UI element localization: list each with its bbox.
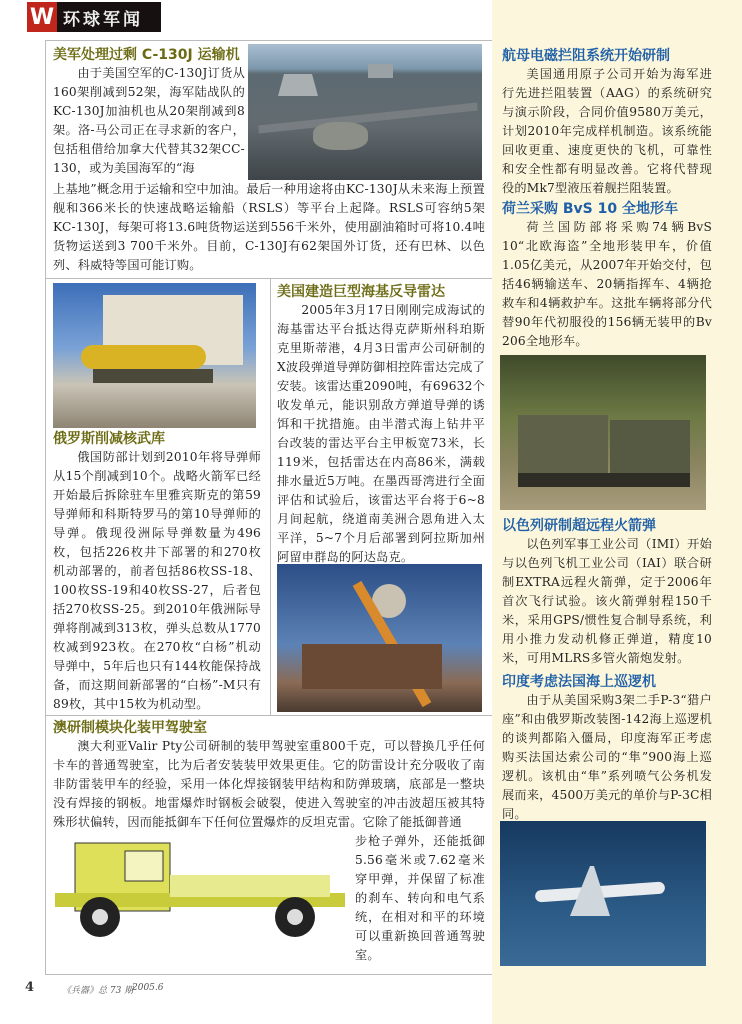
article-body-c130j-bottom: 上基地”概念用于运输和空中加油。最后一种用途将由KC-130J从未来海上预置舰和366米长的快速战略运输船（RSLS）等平台上起降。RSLS可容纳5架KC-130J，每架可将13.6吨货物运送到556千米外，使用副油箱时可将10.4吨货物运送到3 700千米外。目前，C-130J有62架国外订货，还有巴林、以色列、科威特等国可能订购。 <box>53 182 485 272</box>
article-title-bvs10: 荷兰采购 BvS 10 全地形车 <box>502 201 678 217</box>
article-title-india-patrol: 印度考虑法国海上巡逻机 <box>502 674 656 690</box>
article-title-radar: 美国建造巨型海基反导雷达 <box>277 284 445 300</box>
footer-date: 2005.6 <box>132 983 164 993</box>
footer-publication: 《兵器》总 73 期 <box>62 986 134 996</box>
article-body-bvs10: 荷兰国防部将采购74辆BvS 10“北欧海盗”全地形装甲车，价值1.05亿美元，从2007年开始交付，包括46辆输送车、20辆指挥车、4辆抢救车和4辆救护车。这批车辆将部分代替90年代初服役的156辆无装甲的Bv 206全地形车。 <box>502 220 712 348</box>
article-body-russia: 俄国防部计划到2010年将导弹师从15个削减到10个。战略火箭军已经开始最后拆除驻车里雅宾斯克的第59导弹师和科斯特罗马的第10导弹师的导弹。俄现役洲际导弹数量为496枚，包括226枚井下部署的和270枚机动部署的，前者包括86枚SS-18、100枚SS-19和40枚SS-27，后者包括270枚SS-25。到2010年俄洲际导弹将削减到313枚，弹头总数从1770枚减到923枚。在270枚“白杨”机动导弹中，5年后也只有144枚能保持战备，而这期间新部署的“白杨”-M只有89枚，其中15枚为机动型。 <box>53 450 261 711</box>
article-body-radar: 2005年3月17日刚刚完成海试的海基雷达平台抵达得克萨斯州科珀斯克里斯蒂港，4月3日雷声公司研制的X波段弹道导弹防御相控阵雷达完成了安装。该雷达重2090吨，有69632个收发单元，能识别敌方弹道导弹的诱饵和干扰措施。由半潜式海上钻井平台改装的雷达平台主甲板宽73米，长119米，包括雷达在内高86米，满载排水量近5万吨。在墨西哥湾进行全面评估和试验后，该雷达平台将于6~8月间起航，绕道南美洲合恩角进入太平洋，5~7个月后部署到阿拉斯加州阿留申群岛的阿达岛克。 <box>277 303 485 564</box>
c130j-carrier-photo <box>248 44 482 180</box>
article-title-extra-rocket: 以色列研制超远程火箭弹 <box>502 518 656 534</box>
article-body-armored-cab-top: 澳大利亚Valir Pty公司研制的装甲驾驶室重800千克，可以替换几乎任何卡车的普通驾驶室，比为后者安装装甲效果更佳。它的防雷设计充分吸收了南非防雷装甲车的经验，采用一体化焊接钢装甲结构和防弹玻璃，底部是一整块没有焊接的钢板。地雷爆炸时钢板会破裂，使进入驾驶室的冲击波超压被其特殊形状偏转，因而能抵御车下任何位置爆炸的反坦克雷。它除了能抵御普通 <box>53 739 485 829</box>
article-body-c130j-top: 由于美国空军的C-130J订货从160架削减到52架，海军陆战队的KC-130J加油机也从20架削减到8架。洛-马公司正在寻求新的客户，包括租借给加拿大代替其32架CC-130，或为美国海军的“海 <box>53 66 245 175</box>
radar-platform-photo <box>277 564 482 712</box>
masthead-logo: W <box>27 2 57 32</box>
bvs10-vehicle-photo <box>500 355 706 510</box>
divider <box>45 278 492 279</box>
section-masthead <box>27 2 161 32</box>
page-number: 4 <box>25 980 35 995</box>
falcon-900-photo <box>500 821 706 966</box>
masthead-section-title: 环球军闻 <box>63 9 143 30</box>
article-body-india-patrol: 由于从美国采购3架二手P-3“猎户座”和由俄罗斯改装图-142海上巡逻机的谈判都陷入僵局，印度海军正考虑购买法国达索公司的“隼”900海上巡逻机。该机由“隼”系列喷气公务机发展而来，4500万美元的单价与P-3C相同。 <box>502 693 712 821</box>
article-title-russia: 俄罗斯削减核武库 <box>53 431 165 447</box>
article-body-armored-cab-bottom: 步枪子弹外，还能抵御5.56毫米或7.62毫米穿甲弹，并保留了标准的刹车、转向和电气系统，在相对和平的环境可以重新换回普通驾驶室。 <box>355 834 485 962</box>
article-body-extra-rocket: 以色列军事工业公司（IMI）开始与以色列飞机工业公司（IAI）联合研制EXTRA远程火箭弹，定于2006年首次飞行试验。该火箭弹射程150千米，采用GPS/惯性复合制导系统，利用小推力发动机修正弹道，精度10米，可用MLRS多管火箭炮发射。 <box>502 537 712 665</box>
article-title-armored-cab: 澳研制模块化装甲驾驶室 <box>53 720 207 736</box>
article-title-aag: 航母电磁拦阻系统开始研制 <box>502 48 670 64</box>
article-body-aag: 美国通用原子公司开始为海军进行先进拦阻装置（AAG）的系统研究与演示阶段，合同价值9580万美元，计划2010年完成样机制造。该系统能回收更重、速度更快的飞机，可靠性和安全性都有明显改善。它将代替现役的Mk7型液压着舰拦阻装置。 <box>502 67 712 195</box>
divider <box>270 278 271 715</box>
missile-launcher-photo <box>53 283 256 428</box>
armored-cab-truck-illustration <box>55 835 345 940</box>
article-title-c130j: 美军处理过剩 C-130J 运输机 <box>53 47 240 63</box>
divider <box>45 715 492 716</box>
